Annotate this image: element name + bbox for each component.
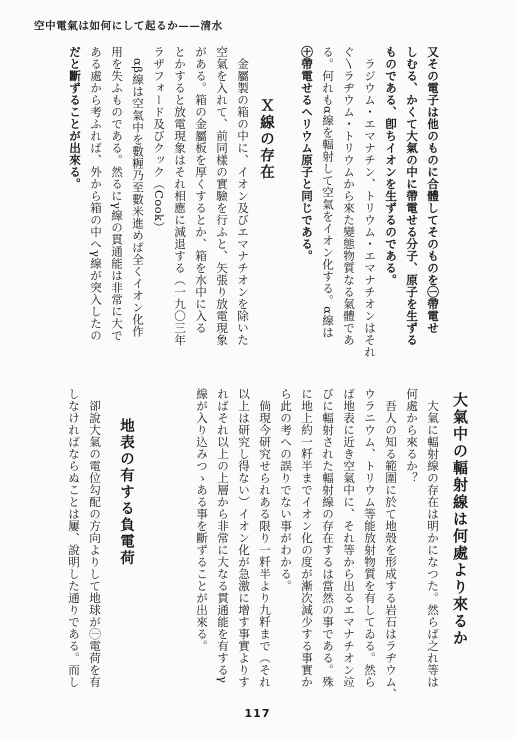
text-line: 金屬製の箱の中に、イオン及びエマナチオンを除いた	[236, 46, 250, 346]
text-line: に地上約一粁半までイオン化の度が漸次減少する事實か	[300, 388, 314, 688]
text-line: しむる、かくて大氣の中に帶電せる分子、原子を生ずる	[405, 46, 419, 346]
text-line: ㊉帶電せるヘリウム原子と同じである。	[300, 46, 314, 262]
text-line: ものである、卽ちイオンを生ずるのである。	[384, 46, 398, 286]
text-line: ば地表に近き空氣中に、それ等から出るエマナチオン竝	[342, 388, 356, 688]
intro-paragraph	[296, 46, 443, 358]
text-line: がある。箱の金屬板を厚くするとか、箱を水中に入る	[194, 46, 208, 334]
text-line: 吾人の知る範圍に於て地殼を形成する岩石はラヂウム、	[384, 388, 398, 700]
text-line: ぐ〵ラヂウム・トリウムから來た變態物質なる氣體であ	[342, 46, 356, 346]
text-line: る。何れもα線を輻射して空氣をイオン化する。α線は	[321, 46, 335, 339]
text-line: 倘現今研究せられある限り一粁半より九粁まで（それ	[258, 388, 272, 688]
text-line: 用を失ふものである。然るにγ線の貫通能は非常に大で	[110, 46, 124, 342]
text-line: αβ線は空氣中を數糎乃至數米進めば全くイオン化作	[131, 46, 145, 338]
text-line: 何處から來るか？	[405, 388, 419, 484]
text-line: とかすると放電現象はそれ相應に減退する（一九〇三年	[173, 46, 187, 346]
page-number: 117	[244, 707, 271, 720]
section-negative-charge-body	[63, 388, 105, 688]
text-line: ウラニウム、トリウム等能放射物質を有してゐる。然ら	[363, 388, 377, 688]
text-line: ラジウム・エマナチン、トリウム・エマナチオンはそれ	[363, 46, 377, 358]
section-x-ray-body	[64, 46, 253, 346]
text-line: 以上は研究し得ない）イオン化が急激に增す事實よりす	[237, 388, 251, 688]
section-radiation-body	[191, 388, 443, 700]
text-line: ラザフォード及びクック（Cook）	[152, 46, 166, 234]
text-line: びに輻射された輻射線の存在するは當然の事である。殊	[321, 388, 335, 688]
text-line: ら此の考への誤りでない事がわかる。	[279, 388, 293, 592]
text-line: しなければならぬことは屢、說明した通りである。而し	[67, 388, 81, 688]
text-line: だと斷ずることが出來る。	[68, 46, 82, 190]
text-line: ある處から考ふれば、外から箱の中へγ線が突入したの	[89, 46, 103, 342]
text-line: 線が入り込みつゝある事を斷ずることが出來る。	[195, 388, 209, 652]
section-heading-x-ray: Ｘ線の存在	[258, 98, 275, 181]
text-line: 空氣を入れて、前同樣の實驗を行ふと、矢張り放電現象	[215, 46, 229, 346]
running-header: 空中電氣は如何にして起るか——清水	[34, 20, 223, 32]
text-line: ればそれ以上の上層から非常に大なる貫通能を有するγ	[216, 388, 230, 684]
section-heading-negative-charge: 地表の有する負電荷	[118, 418, 135, 567]
text-line: 又その電子は他のものに合體してそのものを㊀帶電せ	[426, 46, 440, 334]
text-line: 卻說大氣の電位勾配の方向よりして地球が㊀電荷を有	[88, 388, 102, 688]
text-line: 大氣に輻射線の存在は明かになつた。然らば之れ等は	[426, 388, 440, 688]
section-heading-radiation: 大氣中の輻射線は何處より來るか	[451, 392, 469, 647]
